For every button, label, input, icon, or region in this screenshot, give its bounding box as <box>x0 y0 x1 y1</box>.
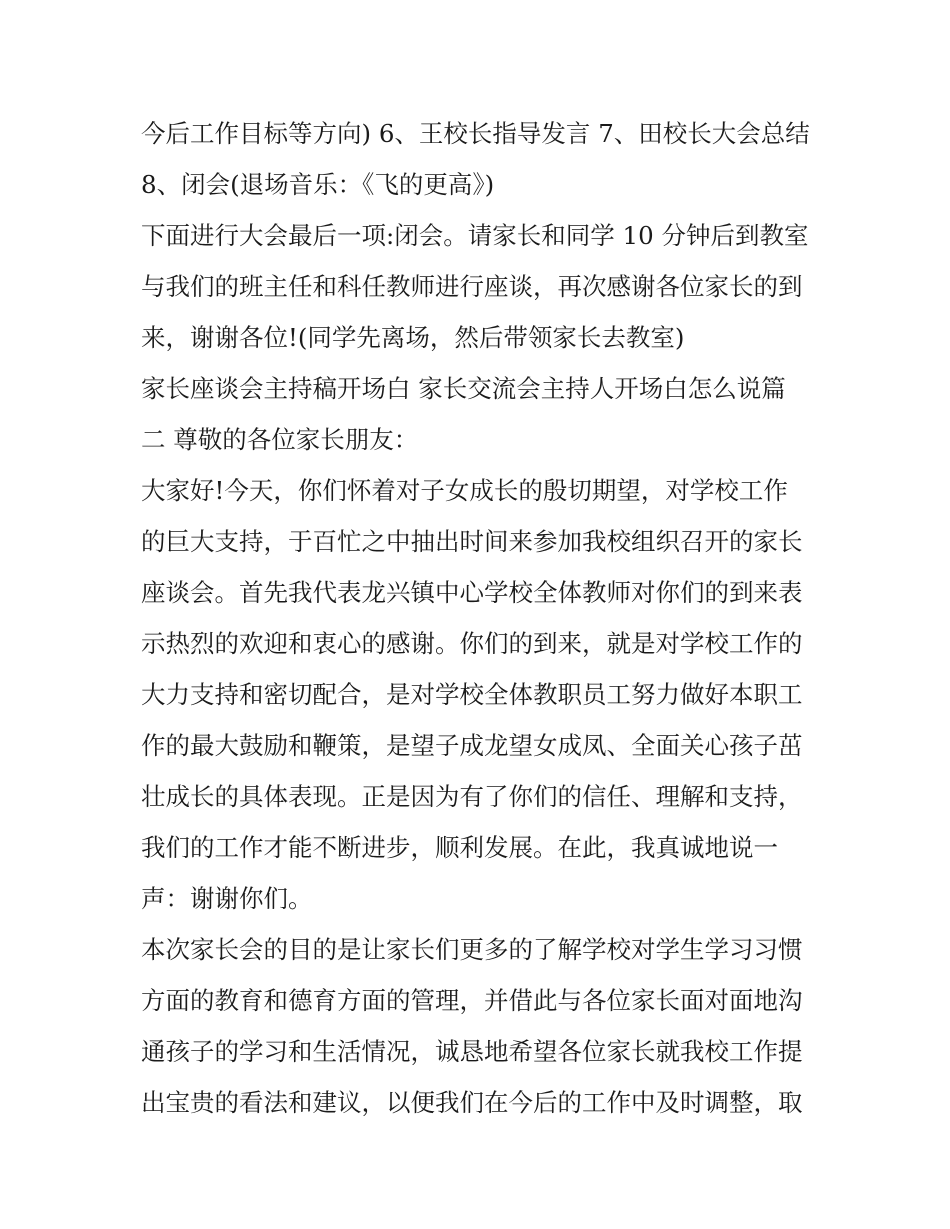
text-line: 我们的工作才能不断进步，顺利发展。在此，我真诚地说一 <box>141 833 778 862</box>
text-line: 家长座谈会主持稿开场白 家长交流会主持人开场白怎么说篇 <box>141 374 786 403</box>
text-line: 今后工作目标等方向) 6、王校长指导发言 7、田校长大会总结 <box>141 119 810 148</box>
text-line: 作的最大鼓励和鞭策，是望子成龙望女成凤、全面关心孩子茁 <box>141 731 803 760</box>
text-line: 本次家长会的目的是让家长们更多的了解学校对学生学习习惯 <box>141 935 803 964</box>
text-line: 二 尊敬的各位家长朋友： <box>141 425 419 454</box>
text-line: 的巨大支持，于百忙之中抽出时间来参加我校组织召开的家长 <box>141 527 803 556</box>
document-body <box>141 108 821 1128</box>
text-line: 座谈会。首先我代表龙兴镇中心学校全体教师对你们的到来表 <box>141 578 803 607</box>
text-line: 下面进行大会最后一项:闭会。请家长和同学 10 分钟后到教室 <box>141 221 809 250</box>
text-line: 来，谢谢各位!(同学先离场，然后带领家长去教室) <box>141 323 685 352</box>
text-line: 出宝贵的看法和建议，以便我们在今后的工作中及时调整，取 <box>141 1088 803 1117</box>
text-line: 与我们的班主任和科任教师进行座谈，再次感谢各位家长的到 <box>141 272 803 301</box>
text-line: 方面的教育和德育方面的管理，并借此与各位家长面对面地沟 <box>141 986 803 1015</box>
text-line: 壮成长的具体表现。正是因为有了你们的信任、理解和支持， <box>141 782 803 811</box>
text-line: 8、闭会(退场音乐：《飞的更高》) <box>141 170 495 199</box>
text-line: 大力支持和密切配合，是对学校全体教职员工努力做好本职工 <box>141 680 803 709</box>
text-line: 声：谢谢你们。 <box>141 884 313 913</box>
text-line: 大家好!今天，你们怀着对子女成长的殷切期望，对学校工作 <box>141 476 788 505</box>
text-line: 通孩子的学习和生活情况，诚恳地希望各位家长就我校工作提 <box>141 1037 803 1066</box>
text-line: 示热烈的欢迎和衷心的感谢。你们的到来，就是对学校工作的 <box>141 629 803 658</box>
